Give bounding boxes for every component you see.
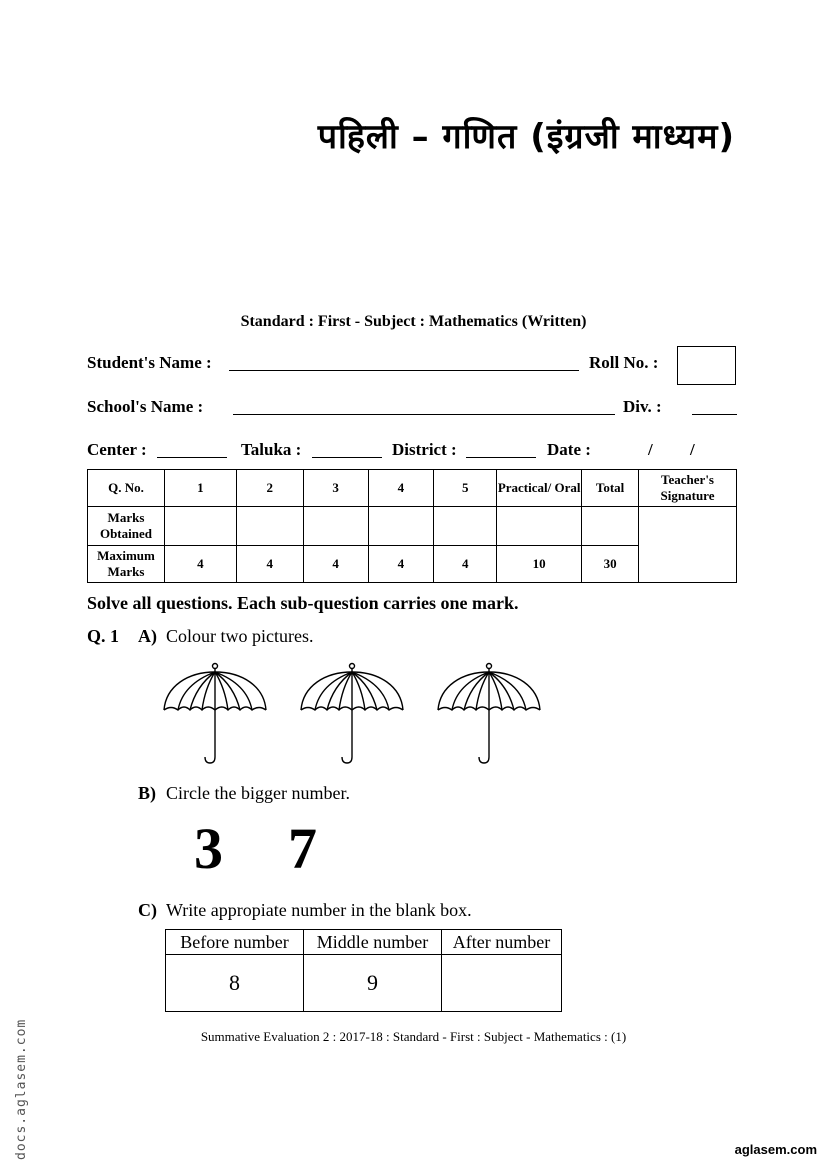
- max-mark-cell: 4: [434, 546, 497, 583]
- marks-obtained-cell[interactable]: [303, 507, 368, 546]
- subquestion-a-label: A): [138, 626, 157, 646]
- header-qno: Q. No.: [88, 470, 165, 507]
- taluka-label: Taluka :: [241, 440, 302, 459]
- max-mark-cell: 4: [236, 546, 303, 583]
- center-field[interactable]: [157, 445, 227, 458]
- brand-label: aglasem.com: [734, 1142, 817, 1157]
- marks-obtained-label: Marks Obtained: [88, 507, 165, 546]
- district-field[interactable]: [466, 445, 536, 458]
- header-q3: 3: [303, 470, 368, 507]
- roll-no-box[interactable]: [677, 346, 736, 385]
- number-choice[interactable]: 7: [288, 816, 317, 881]
- maximum-marks-label: Maximum Marks: [88, 546, 165, 583]
- max-mark-cell: 4: [164, 546, 236, 583]
- subquestion-b-text: Circle the bigger number.: [166, 783, 350, 803]
- page-footer: Summative Evaluation 2 : 2017-18 : Standard - First : Subject - Mathematics : (1): [200, 1029, 627, 1044]
- subquestion-c-text: Write appropiate number in the blank box.: [166, 900, 472, 920]
- instructions: Solve all questions. Each sub-question carries one mark.: [87, 593, 519, 613]
- header-q4: 4: [368, 470, 434, 507]
- after-number-blank[interactable]: [442, 955, 562, 1012]
- subquestion-c-label: C): [138, 900, 157, 920]
- header-q5: 5: [434, 470, 497, 507]
- page-title: पहिली – गणित (इंग्रजी माध्यम): [317, 117, 735, 157]
- district-label: District :: [392, 440, 457, 459]
- subquestion-b-label: B): [138, 783, 156, 803]
- header-practical-oral: Practical/ Oral: [497, 470, 582, 507]
- middle-number-value: 9: [304, 955, 442, 1012]
- date-separator: /: [690, 440, 695, 459]
- umbrella-icon[interactable]: [163, 662, 267, 766]
- school-name-field[interactable]: [233, 402, 615, 415]
- marks-obtained-cell[interactable]: [582, 507, 639, 546]
- header-total: Total: [582, 470, 639, 507]
- max-mark-cell: 4: [303, 546, 368, 583]
- subquestion-a-text: Colour two pictures.: [166, 626, 314, 646]
- student-name-label: Student's Name :: [87, 353, 212, 372]
- umbrella-icon[interactable]: [437, 662, 541, 766]
- number-choice[interactable]: 3: [194, 816, 223, 881]
- marks-table: [87, 469, 737, 583]
- question-number: Q. 1: [87, 626, 120, 646]
- marks-obtained-cell[interactable]: [236, 507, 303, 546]
- before-number-value: 8: [166, 955, 304, 1012]
- standard-subject-line: Standard : First - Subject : Mathematics (Written): [240, 313, 587, 330]
- taluka-field[interactable]: [312, 445, 382, 458]
- marks-obtained-cell[interactable]: [164, 507, 236, 546]
- student-name-field[interactable]: [229, 358, 579, 371]
- div-label: Div. :: [623, 397, 662, 416]
- header-q1: 1: [164, 470, 236, 507]
- max-mark-cell: 30: [582, 546, 639, 583]
- watermark: docs.aglasem.com: [14, 1018, 29, 1160]
- max-mark-cell: 10: [497, 546, 582, 583]
- marks-obtained-cell[interactable]: [497, 507, 582, 546]
- date-label: Date :: [547, 440, 591, 459]
- header-after-number: After number: [442, 930, 562, 955]
- center-label: Center :: [87, 440, 147, 459]
- marks-obtained-cell[interactable]: [368, 507, 434, 546]
- header-before-number: Before number: [166, 930, 304, 955]
- header-q2: 2: [236, 470, 303, 507]
- date-separator: /: [648, 440, 653, 459]
- roll-no-label: Roll No. :: [589, 353, 659, 372]
- number-sequence-table: [165, 929, 562, 1012]
- umbrella-icon[interactable]: [300, 662, 404, 766]
- school-name-label: School's Name :: [87, 397, 204, 416]
- div-field[interactable]: [692, 402, 737, 415]
- max-mark-cell: 4: [368, 546, 434, 583]
- header-middle-number: Middle number: [304, 930, 442, 955]
- teacher-signature-cell[interactable]: [639, 507, 737, 583]
- header-teacher-signature: Teacher's Signature: [639, 470, 737, 507]
- marks-obtained-cell[interactable]: [434, 507, 497, 546]
